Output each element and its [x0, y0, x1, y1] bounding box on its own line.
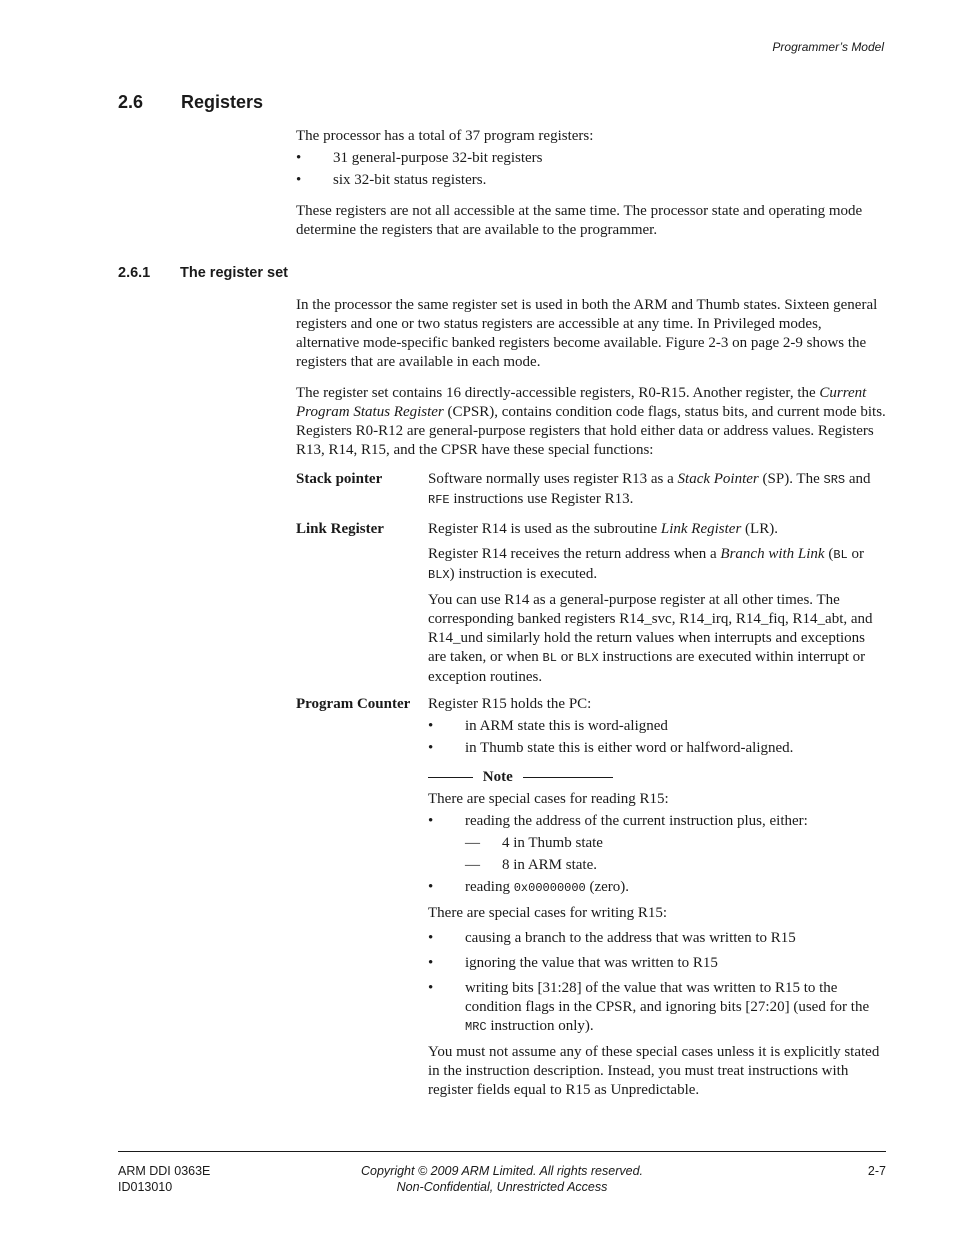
list-subitem: — 8 in ARM state. — [465, 857, 598, 873]
section-number: 2.6 — [118, 92, 144, 112]
list-item: • 31 general-purpose 32-bit registers — [296, 150, 543, 166]
definition-text: Register R14 is used as the subroutine Link Register (LR). Register R14 receives the return address when a Branch with Link (BL or BLX) instruction is executed. You can use R14 as a general-purpose register at all other times. The corresponding banked registers R14_svc, R14_irq, R14_fiq, R14_abt, and R14_und similarly hold the return values when interrupts and exceptions are taken, or when BL or BLX instructions are executed within interrupt or exception routines. — [428, 521, 873, 685]
dash-icon: — — [465, 857, 480, 873]
code-srs: SRS — [823, 473, 846, 487]
register-count-paragraph: The register set contains 16 directly-accessible registers, R0-R15. Another register, the Current Program Status Register (CPSR), contains condition code flags, status bits, and current mode bits. Registers R0-R12 are general-purpose registers that hold either data or address values. Registers R13, R14, R15, and the CPSR have these special functions: — [296, 385, 886, 458]
note-rule-left — [428, 777, 473, 778]
note-rule-right — [523, 777, 613, 778]
definition-text: Software normally uses register R13 as a Stack Pointer (SP). The SRS and RFE instructions use Register R13. — [428, 471, 871, 507]
bullet-icon: • — [296, 172, 302, 188]
subsection-heading — [118, 265, 288, 281]
definition-text: Register R15 holds the PC: • in ARM state this is word-aligned • in Thumb state this is either word or halfword-aligned. Note There are special cases for reading R15: • reading the address of the current instruction plus, either: — 4 in Thumb state — 8 in ARM state. • reading 0x00000000 (zero). There are special cases for writing R15: • causing a branch to the address that was written to R15 • ignoring the value that was written to R15 • writing bits [31:28] of the value that was written to R15 to the condition flags in the CPSR, and ignoring bits [27:20] (used for the MRC instruction only). You must not assume any of these special cases unless it is explicitly stated in the instruction description. Instead, you must treat instructions with register fields equal to R15 as Unpredictable. — [428, 695, 886, 1100]
list-item: • reading 0x00000000 (zero). — [428, 879, 630, 895]
availability-paragraph: These registers are not all accessible at the same time. The processor state and operating mode determine the registers that are available to the programmer. — [296, 203, 863, 238]
list-item: • reading the address of the current instruction plus, either: — [428, 813, 808, 829]
code-bl: BL — [833, 548, 848, 562]
subsection-number: 2.6.1 — [118, 265, 151, 281]
code-bl: BL — [542, 651, 557, 665]
bullet-icon: • — [296, 150, 302, 166]
code-zero: 0x00000000 — [513, 881, 586, 895]
code-blx: BLX — [428, 568, 450, 582]
running-header: Programmer’s Model — [772, 40, 884, 54]
footer-doc-id: ARM DDI 0363E ID013010 — [118, 1164, 211, 1194]
closing-paragraph: You must not assume any of these special cases unless it is explicitly stated in the instruction description. Instead, you must treat instructions with register fields equal to R15 as Unpredictable. — [428, 1044, 880, 1098]
register-set-paragraph: In the processor the same register set is used in both the ARM and Thumb states. Sixteen general registers and one or two status registers are accessible at any time. In Privileged modes, alternative mode-specific banked registers become available. Figure 2-3 on page 2-9 shows the registers that are available in each mode. — [296, 297, 878, 370]
note-heading: Note — [428, 768, 886, 787]
list-subitem: — 4 in Thumb state — [465, 835, 603, 851]
list-item: • writing bits [31:28] of the value that was written to R15 to the condition flags in the CPSR, and ignoring bits [27:20] (used for the MRC instruction only). — [428, 980, 870, 1034]
subsection-title: The register set — [180, 265, 288, 281]
list-item: • in ARM state this is word-aligned — [428, 718, 668, 734]
dash-icon: — — [465, 835, 480, 851]
term-stack-pointer: Stack pointer — [296, 471, 383, 487]
list-item: • in Thumb state this is either word or halfword-aligned. — [428, 740, 794, 756]
list-item: • six 32-bit status registers. — [296, 172, 487, 188]
intro-paragraph: The processor has a total of 37 program registers: — [296, 128, 594, 144]
term-program-counter: Program Counter — [296, 696, 411, 712]
bullet-icon: • — [428, 879, 434, 895]
subsection-body — [296, 296, 886, 460]
bullet-icon: • — [428, 813, 434, 829]
list-item: • ignoring the value that was written to R15 — [428, 955, 718, 971]
bullet-icon: • — [428, 980, 434, 996]
bullet-icon: • — [428, 740, 434, 756]
footer-copyright: Copyright © 2009 ARM Limited. All rights reserved. Non-Confidential, Unrestricted Access — [360, 1164, 643, 1194]
bullet-icon: • — [428, 718, 434, 734]
term-link-register: Link Register — [296, 521, 384, 537]
list-item: • causing a branch to the address that was written to R15 — [428, 930, 796, 946]
section-heading — [118, 92, 263, 113]
code-mrc: MRC — [465, 1020, 487, 1034]
footer-rule — [118, 1151, 886, 1152]
code-rfe: RFE — [428, 493, 450, 507]
bullet-icon: • — [428, 955, 434, 971]
page-number: 2-7 — [867, 1164, 886, 1178]
code-blx: BLX — [576, 651, 599, 665]
bullet-icon: • — [428, 930, 434, 946]
section-title: Registers — [181, 92, 264, 112]
section-body — [296, 127, 886, 240]
